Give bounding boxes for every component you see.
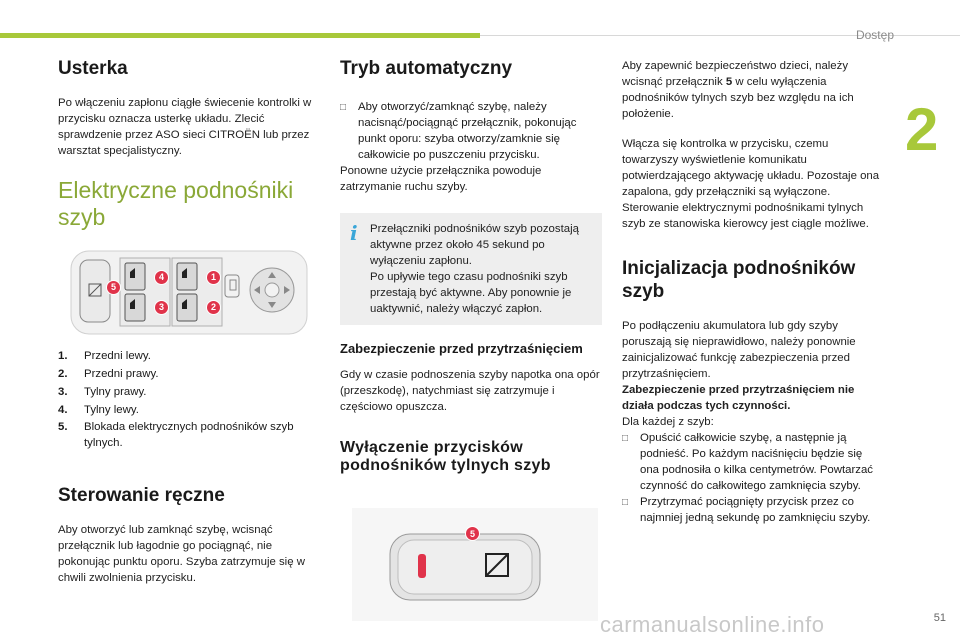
legend-list — [58, 347, 320, 451]
manual-text: Aby otworzyć lub zamknąć szybę, wcisnąć przełącznik lub łagodnie go pociągnąć, nie pokonując punktu oporu. Szyba zatrzymuje się w chwili zwolnienia przycisku. — [58, 523, 305, 584]
fault-title: Usterka — [58, 58, 128, 79]
safety-text: Aby zapewnić bezpieczeństwo dzieci, należy wcisnąć przełącznik 5 w celu wyłączenia podnośników tylnych szyb bez względu na ich położenie. — [622, 60, 854, 120]
column-1 — [58, 58, 320, 586]
info-box — [340, 213, 602, 325]
section-name: Dostęp — [855, 28, 894, 42]
legend-item: 4. Tylny lewy. — [58, 403, 139, 416]
page-number: 51 — [933, 612, 946, 624]
init-bullet-1: □ Opuścić całkowicie szybę, a następnie ją podnieść. Po każdym naciśnięciu będzie się ona podnosiła o kilka centymetrów. Powtarzać czynność do całkowitego zamknięcia szyby. — [622, 431, 873, 492]
square-bullet-icon: □ — [622, 496, 629, 508]
badge-2: 2 — [206, 300, 221, 315]
info-text-2: Po upływie tego czasu podnośniki szyb przestają być aktywne. Aby ponownie je uaktywnić, należy włączyć zapłon. — [370, 270, 572, 315]
chapter-number: 2 — [905, 96, 939, 163]
header-accent-bar — [0, 33, 480, 38]
info-text-1: Przełączniki podnośników szyb pozostają aktywne przez około 45 sekund po wyłączeniu zapłonu. — [370, 222, 579, 267]
window-switch-panel-figure — [70, 250, 308, 335]
badge-1: 1 — [206, 270, 221, 285]
column-2 — [340, 58, 602, 476]
init-text: Po podłączeniu akumulatora lub gdy szyby poruszają się nieprawidłowo, należy ponownie zainicjalizować funkcję zabezpieczenia przed przytrzaśnięciem. — [622, 319, 856, 380]
manual-title: Sterowanie ręczne — [58, 484, 225, 506]
info-icon: i — [350, 220, 358, 245]
legend-item: 2. Przedni prawy. — [58, 367, 159, 380]
init-each: Dla każdej z szyb: — [622, 415, 714, 428]
auto-title: Tryb automatyczny — [340, 58, 513, 79]
init-warning: Zabezpieczenie przed przytrzaśnięciem nie działa podczas tych czynności. — [622, 383, 855, 412]
init-title: Inicjalizacja podnośników szyb — [622, 258, 856, 302]
auto-bullet: □ Aby otworzyć/zamknąć szybę, należy nacisnąć/pociągnąć przełącznik, pokonując punkt oporu: szyba otworzy/zamknie się całkowicie po puszczeniu przycisku. — [340, 100, 577, 161]
disable-title: Wyłączenie przycisków podnośników tylnych szyb — [340, 439, 551, 475]
legend-item: 5. Blokada elektrycznych podnośników szyb tylnych. — [58, 420, 294, 449]
badge-4: 4 — [154, 270, 169, 285]
init-bullet-2: □ Przytrzymać pociągnięty przycisk przez co najmniej jedną sekundę po zamknięciu szyby. — [622, 495, 871, 524]
window-switch-panel-drawing — [70, 250, 308, 335]
square-bullet-icon: □ — [340, 101, 347, 113]
legend-item: 1. Przedni lewy. — [58, 349, 151, 362]
lock-button-drawing — [350, 508, 600, 623]
column-3 — [622, 58, 884, 526]
watermark: carmanualsonline.info — [600, 612, 825, 637]
legend-item: 3. Tylny prawy. — [58, 385, 147, 398]
windows-title: Elektryczne podnośniki szyb — [58, 176, 294, 231]
auto-text: Ponowne użycie przełącznika powoduje zatrzymanie ruchu szyby. — [340, 164, 542, 193]
badge-5: 5 — [106, 280, 121, 295]
square-bullet-icon: □ — [622, 432, 629, 444]
lock-button-figure — [350, 508, 600, 623]
badge-3: 3 — [154, 300, 169, 315]
badge-5-figure2: 5 — [465, 526, 480, 541]
pinch-text: Gdy w czasie podnoszenia szyby napotka ona opór (przeszkodę), natychmiast się zatrzymuje i częściowo opuszcza. — [340, 369, 600, 414]
lamp-text: Włącza się kontrolka w przycisku, czemu towarzyszy wyświetlenie komunikatu potwierdzającego aktywację układu. Pozostaje ona zapalona, gdy przełączniki są wyłączone. Sterowanie elektrycznymi podnośnikami tylnych szyb ze stanowiska kierowcy jest ciągle możliwe. — [622, 138, 880, 230]
fault-text: Po włączeniu zapłonu ciągłe świecenie kontrolki w przycisku oznacza usterkę układu. Zlecić sprawdzenie przez ASO sieci CITROËN lub przez warsztat specjalistyczny. — [58, 96, 312, 157]
pinch-title: Zabezpieczenie przed przytrzaśnięciem — [340, 340, 583, 356]
